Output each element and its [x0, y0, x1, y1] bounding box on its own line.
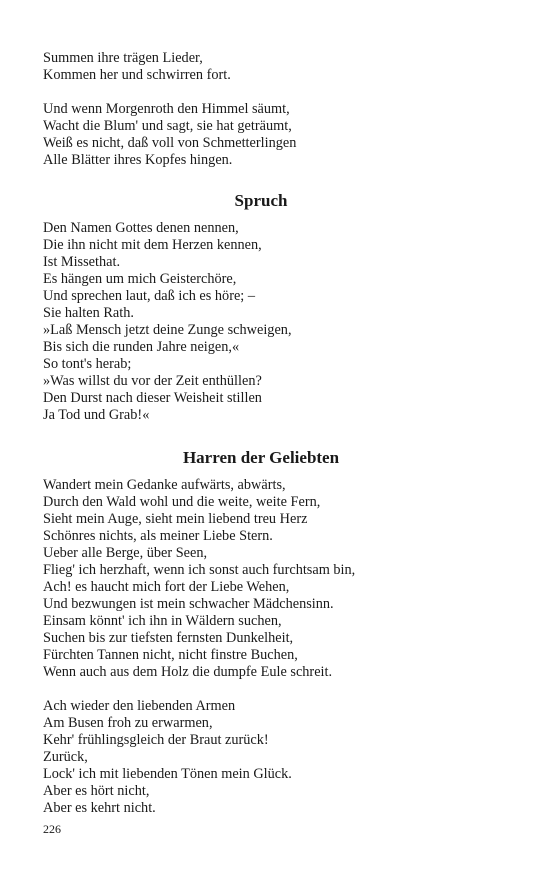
stanza: [43, 698, 523, 817]
verse-line: Die ihn nicht mit dem Herzen kennen,: [43, 237, 262, 253]
verse-line: Ach! es haucht mich fort der Liebe Wehen,: [43, 579, 290, 595]
verse-line: Und sprechen laut, daß ich es höre; –: [43, 288, 256, 304]
verse-line: Weiß es nicht, daß voll von Schmetterlingen: [43, 135, 297, 151]
verse-line: Ach wieder den liebenden Armen: [43, 698, 236, 714]
page-number: 226: [43, 822, 61, 836]
verse-line: Zurück,: [43, 749, 88, 765]
poem-harren-der-geliebten: [43, 448, 523, 817]
verse-line: Und bezwungen ist mein schwacher Mädchensinn.: [43, 596, 334, 612]
verse-line: Fürchten Tannen nicht, nicht finstre Buchen,: [43, 647, 298, 663]
verse-line: Aber es kehrt nicht.: [43, 800, 156, 816]
verse-line: Den Durst nach dieser Weisheit stillen: [43, 390, 262, 406]
stanza: [43, 220, 523, 424]
verse-line: Aber es hört nicht,: [43, 783, 150, 799]
poem-continuation: [43, 50, 523, 169]
stanza: [43, 50, 523, 84]
verse-line: Alle Blätter ihres Kopfes hingen.: [43, 152, 233, 168]
verse-line: Wandert mein Gedanke aufwärts, abwärts,: [43, 477, 286, 493]
stanza: [43, 101, 523, 169]
verse-line: Ueber alle Berge, über Seen,: [43, 545, 208, 561]
verse-line: Ist Missethat.: [43, 254, 121, 270]
verse-line: Ja Tod und Grab!«: [43, 407, 150, 423]
verse-line: Summen ihre trägen Lieder,: [43, 50, 203, 66]
verse-line: Durch den Wald wohl und die weite, weite Fern,: [43, 494, 321, 510]
verse-line: »Was willst du vor der Zeit enthüllen?: [43, 373, 262, 389]
verse-line: Und wenn Morgenroth den Himmel säumt,: [43, 101, 290, 117]
verse-line: Am Busen froh zu erwarmen,: [43, 715, 213, 731]
poem-title: Harren der Geliebten: [182, 448, 340, 467]
verse-line: Suchen bis zur tiefsten fernsten Dunkelheit,: [43, 630, 294, 646]
poem-spruch: [43, 191, 523, 424]
verse-line: Sie halten Rath.: [43, 305, 134, 321]
verse-line: Einsam könnt' ich ihn in Wäldern suchen,: [43, 613, 282, 629]
verse-line: Schönres nichts, als meiner Liebe Stern.: [43, 528, 273, 544]
verse-line: Kehr' frühlingsgleich der Braut zurück!: [43, 732, 269, 748]
verse-line: Kommen her und schwirren fort.: [43, 67, 231, 83]
verse-line: Sieht mein Auge, sieht mein liebend treu Herz: [43, 511, 308, 527]
verse-line: Flieg' ich herzhaft, wenn ich sonst auch furchtsam bin,: [43, 562, 356, 578]
page-body: [43, 50, 523, 834]
verse-line: Lock' ich mit liebenden Tönen mein Glück.: [43, 766, 292, 782]
verse-line: Den Namen Gottes denen nennen,: [43, 220, 239, 236]
verse-line: Wenn auch aus dem Holz die dumpfe Eule schreit.: [43, 664, 333, 680]
poem-title: Spruch: [234, 191, 288, 210]
verse-line: So tont's herab;: [43, 356, 132, 372]
verse-line: »Laß Mensch jetzt deine Zunge schweigen,: [43, 322, 292, 338]
verse-line: Bis sich die runden Jahre neigen,«: [43, 339, 240, 355]
stanza: [43, 477, 523, 681]
verse-line: Es hängen um mich Geisterchöre,: [43, 271, 237, 287]
verse-line: Wacht die Blum' und sagt, sie hat geträumt,: [43, 118, 292, 134]
